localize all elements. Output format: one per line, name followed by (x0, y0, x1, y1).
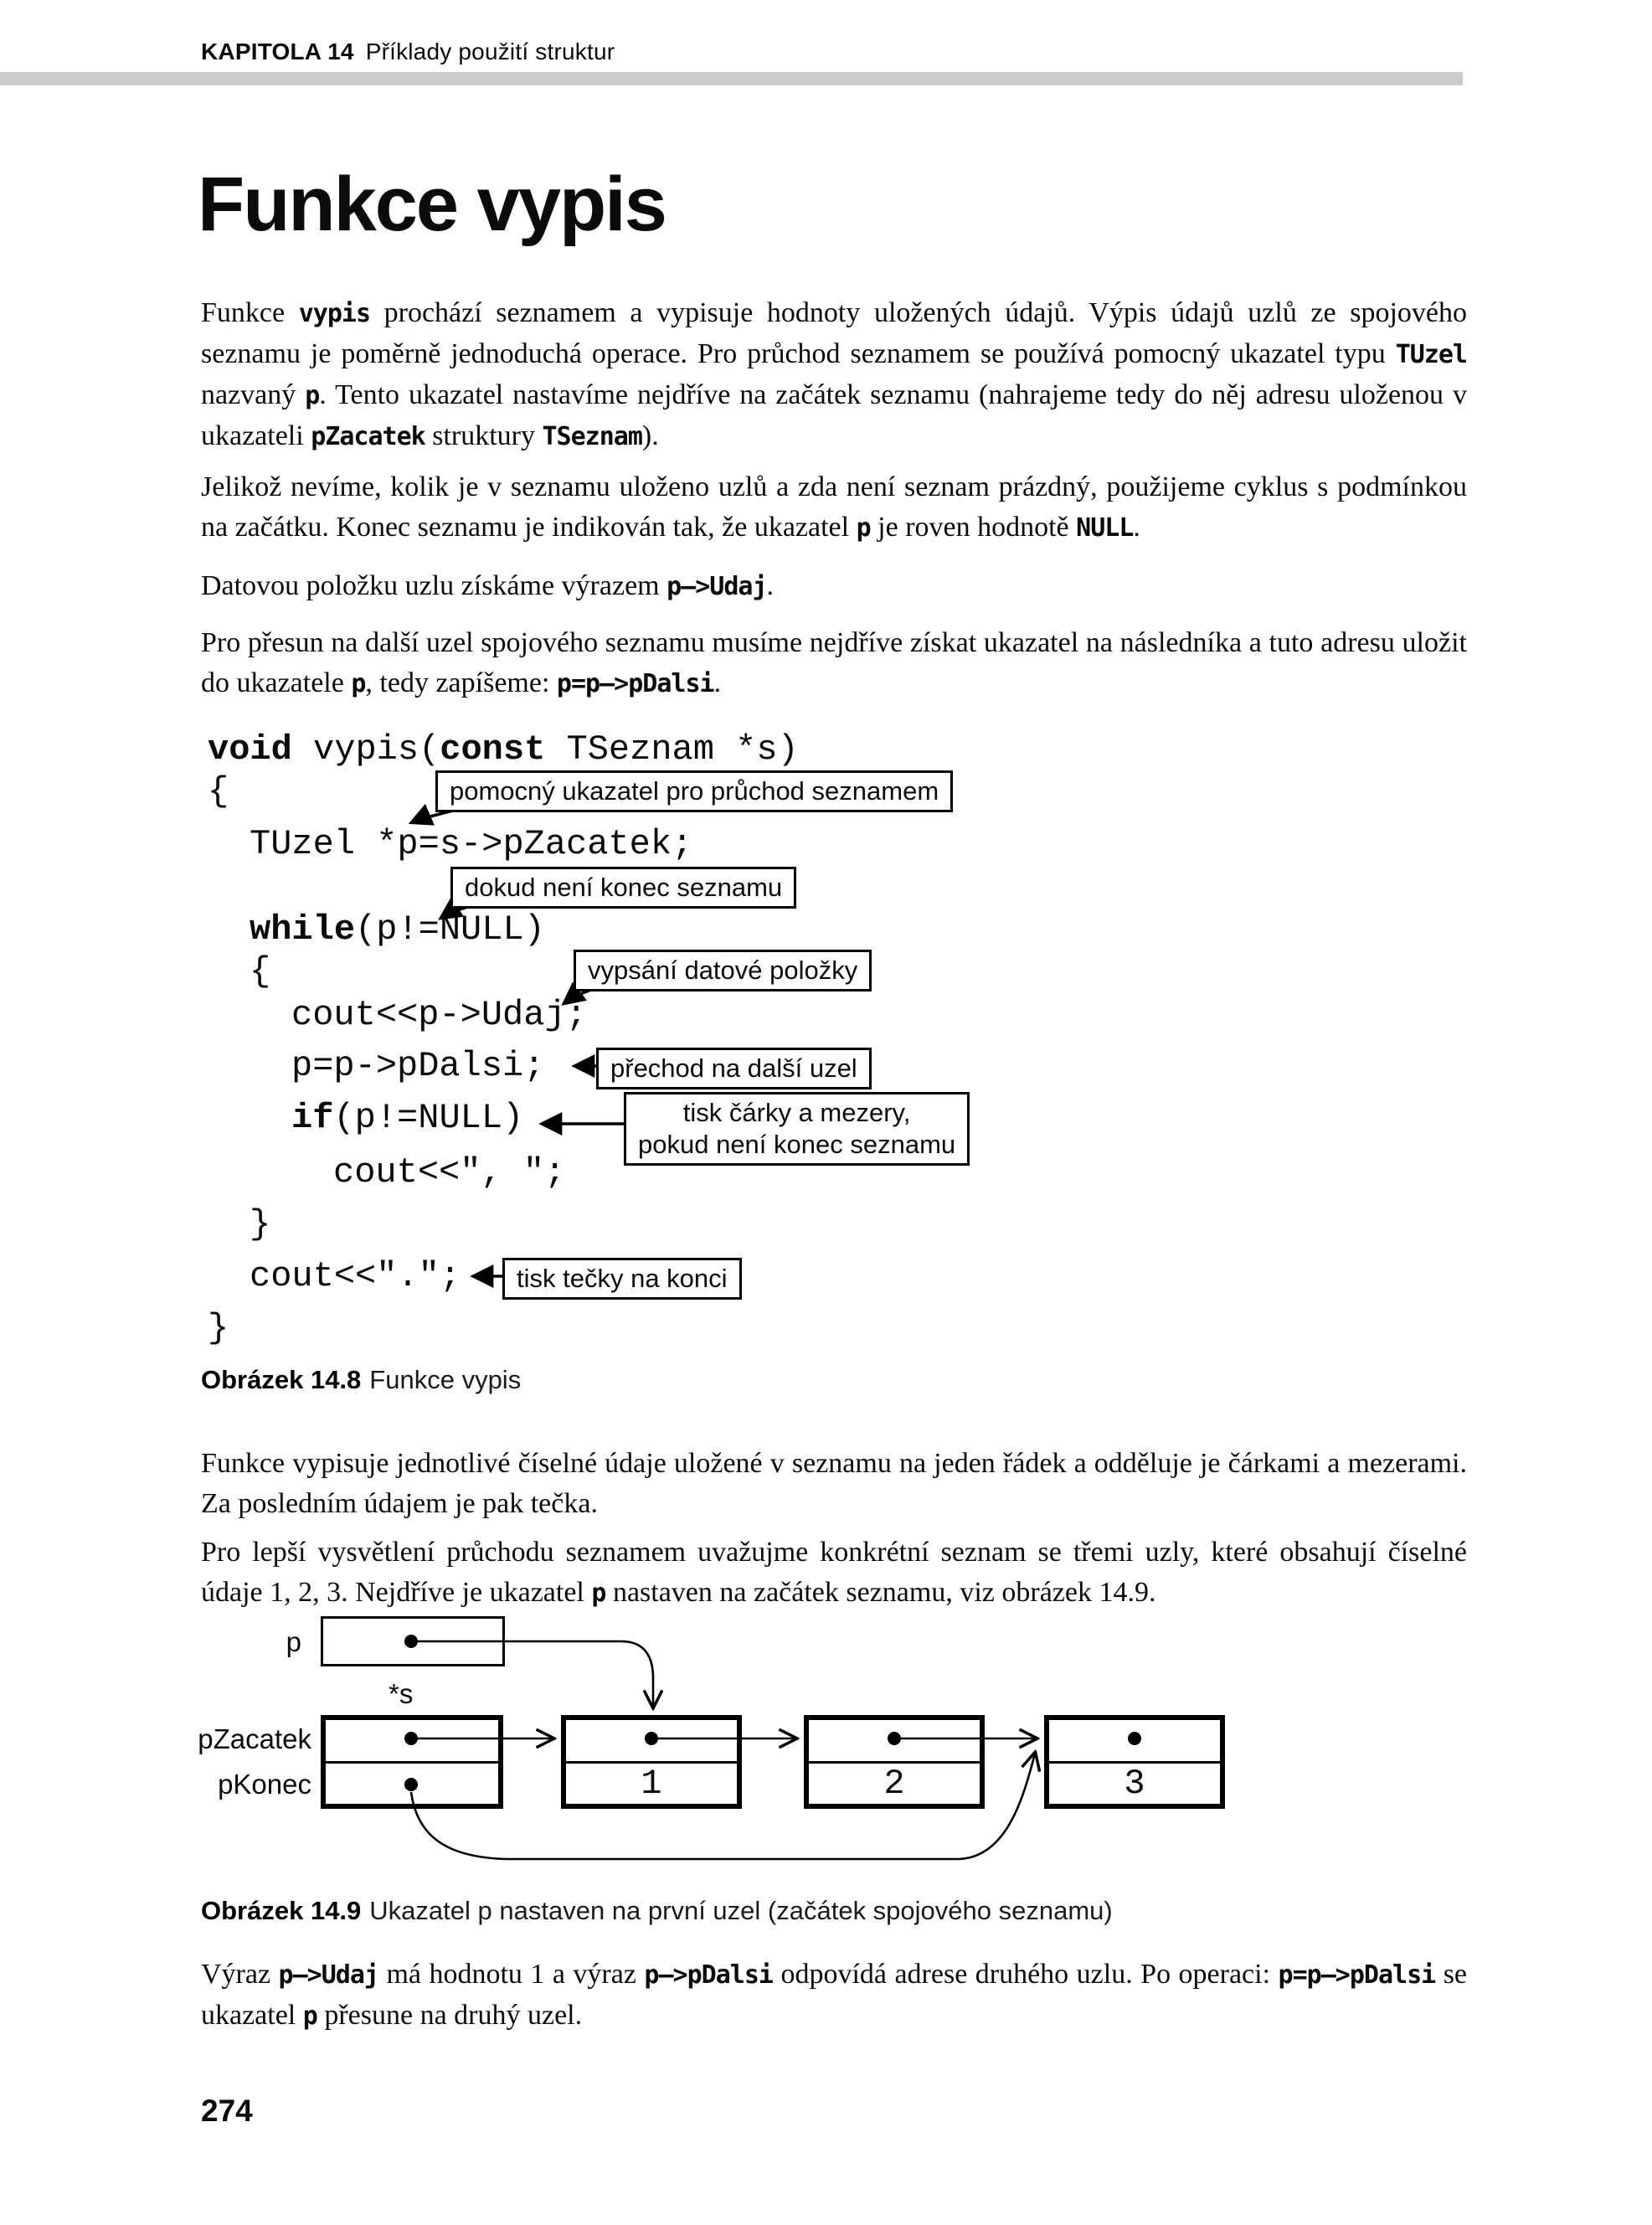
code-line: while(p!=NULL) (250, 909, 545, 950)
annotation-box: pomocný ukazatel pro průchod seznamem (435, 770, 953, 812)
chapter-title: Příklady použití struktur (365, 39, 615, 64)
list-node (561, 1715, 742, 1809)
inline-code: p=p–>pDalsi (556, 669, 714, 698)
inline-code: p (305, 381, 320, 410)
inline-code: p (302, 2001, 317, 2031)
paragraph: Funkce vypis prochází seznamem a vypisuje hodnoty uložených údajů. Výpis údajů uzlů ze spojového seznamu je poměrně jednoduchá operace. Pro průchod seznamem se používá pomocný ukazatel typu TUzel nazvaný p. Tento ukazatel nastavíme nejdříve na začátek seznamu (nahrajeme tedy do něj adresu uloženou v ukazateli pZacatek struktury TSeznam). (201, 297, 1467, 451)
code-line: cout<<"."; (250, 1256, 461, 1296)
seznam-struct-box (321, 1715, 503, 1809)
node-value: 1 (641, 1764, 662, 1804)
pkonec-label: pKonec (218, 1769, 311, 1800)
page-number: 274 (201, 2094, 253, 2128)
inline-code: TSeznam (542, 422, 642, 451)
paragraph: Funkce vypisuje jednotlivé číselné údaje uložené v seznamu na jeden řádek a odděluje je čárkami a mezerami. Za posledním údajem je pak tečka. (201, 1448, 1467, 1519)
running-header (201, 39, 615, 65)
node-value: 2 (883, 1764, 905, 1804)
inline-code: TUzel (1395, 340, 1467, 369)
code-line: TUzel *p=s->pZacatek; (250, 824, 693, 864)
list-node (1044, 1715, 1225, 1809)
figure-number: Obrázek 14.9 (201, 1896, 362, 1925)
annotation-line: pokud není konec seznamu (638, 1130, 956, 1159)
section-title: Funkce vypis (198, 162, 666, 247)
code-line: } (250, 1204, 271, 1244)
paragraph: Výraz p–>Udaj má hodnotu 1 a výraz p–>pDalsi odpovídá adrese druhého uzlu. Po operaci: p=p–>pDalsi se ukazatel p přesune na druhý uzel. (201, 1959, 1468, 2031)
code-line: p=p->pDalsi; (291, 1046, 545, 1086)
code-keyword: if (291, 1098, 334, 1138)
inline-code: pZacatek (311, 422, 425, 451)
inline-code: p–>Udaj (278, 1960, 378, 1990)
node-pointer-cell (566, 1720, 737, 1764)
figure-caption (201, 1896, 1113, 1926)
pkonec-cell (326, 1764, 498, 1804)
inline-code: p (351, 669, 366, 698)
code-keyword: while (250, 909, 356, 950)
chapter-number: KAPITOLA 14 (201, 39, 354, 64)
paragraph: Jelikož nevíme, kolik je v seznamu uloženo uzlů a zda není seznam prázdný, použijeme cyklus s podmínkou na začátku. Konec seznamu je indikován tak, že ukazatel p je roven hodnotě NULL. (201, 471, 1467, 543)
inline-code: p–>Udaj (666, 572, 767, 601)
annotation-line: tisk čárky a mezery, (682, 1098, 911, 1127)
code-line: { (208, 771, 229, 811)
code-line: void vypis(const TSeznam *s) (208, 729, 799, 770)
figure-number: Obrázek 14.8 (201, 1365, 362, 1394)
inline-code: p=p–>pDalsi (1278, 1960, 1436, 1990)
annotation-box (624, 1092, 970, 1166)
figure-caption (201, 1365, 521, 1395)
inline-code: p–>pDalsi (644, 1960, 773, 1990)
code-line: { (250, 951, 271, 991)
inline-code: p (591, 1579, 606, 1608)
annotation-box: přechod na další uzel (596, 1048, 872, 1089)
annotation-box: tisk tečky na konci (502, 1258, 742, 1300)
code-keyword: void (208, 729, 292, 770)
inline-code: NULL (1076, 513, 1134, 543)
paragraph: Pro přesun na další uzel spojového seznamu musíme nejdříve získat ukazatel na následníka a tuto adresu uložit do ukazatele p, tedy zapíšeme: p=p–>pDalsi. (201, 627, 1467, 698)
annotation-box: vypsání datové položky (574, 950, 872, 991)
struct-s-label: *s (389, 1678, 414, 1709)
node-value: 3 (1124, 1764, 1145, 1804)
paragraph: Pro lepší vysvětlení průchodu seznamem uvažujme konkrétní seznam se třemi uzly, které obsahují číselné údaje 1, 2, 3. Nejdříve je ukazatel p nastaven na začátek seznamu, viz obrázek 14.9. (201, 1537, 1467, 1608)
node-pointer-cell (809, 1720, 980, 1764)
code-line: if(p!=NULL) (291, 1098, 524, 1138)
inline-code: vypis (298, 299, 371, 328)
header-rule (0, 72, 1463, 85)
pzacatek-cell (326, 1720, 498, 1764)
annotation-box: dokud není konec seznamu (450, 867, 796, 909)
code-keyword: const (440, 729, 546, 770)
figure-caption-text: Funkce vypis (369, 1365, 522, 1394)
pointer-p-label: p (286, 1626, 301, 1657)
figure-caption-text: Ukazatel p nastaven na první uzel (začátek spojového seznamu) (369, 1896, 1113, 1925)
pointer-p-box (321, 1616, 505, 1666)
code-line: } (208, 1308, 229, 1348)
code-line: cout<<", "; (333, 1152, 566, 1192)
code-line: cout<<p->Udaj; (291, 995, 587, 1035)
paragraph: Datovou položku uzlu získáme výrazem p–>Udaj. (201, 570, 775, 601)
inline-code: p (856, 513, 871, 543)
pzacatek-label: pZacatek (198, 1723, 311, 1754)
node-pointer-cell (1049, 1720, 1220, 1764)
list-node (804, 1715, 985, 1809)
